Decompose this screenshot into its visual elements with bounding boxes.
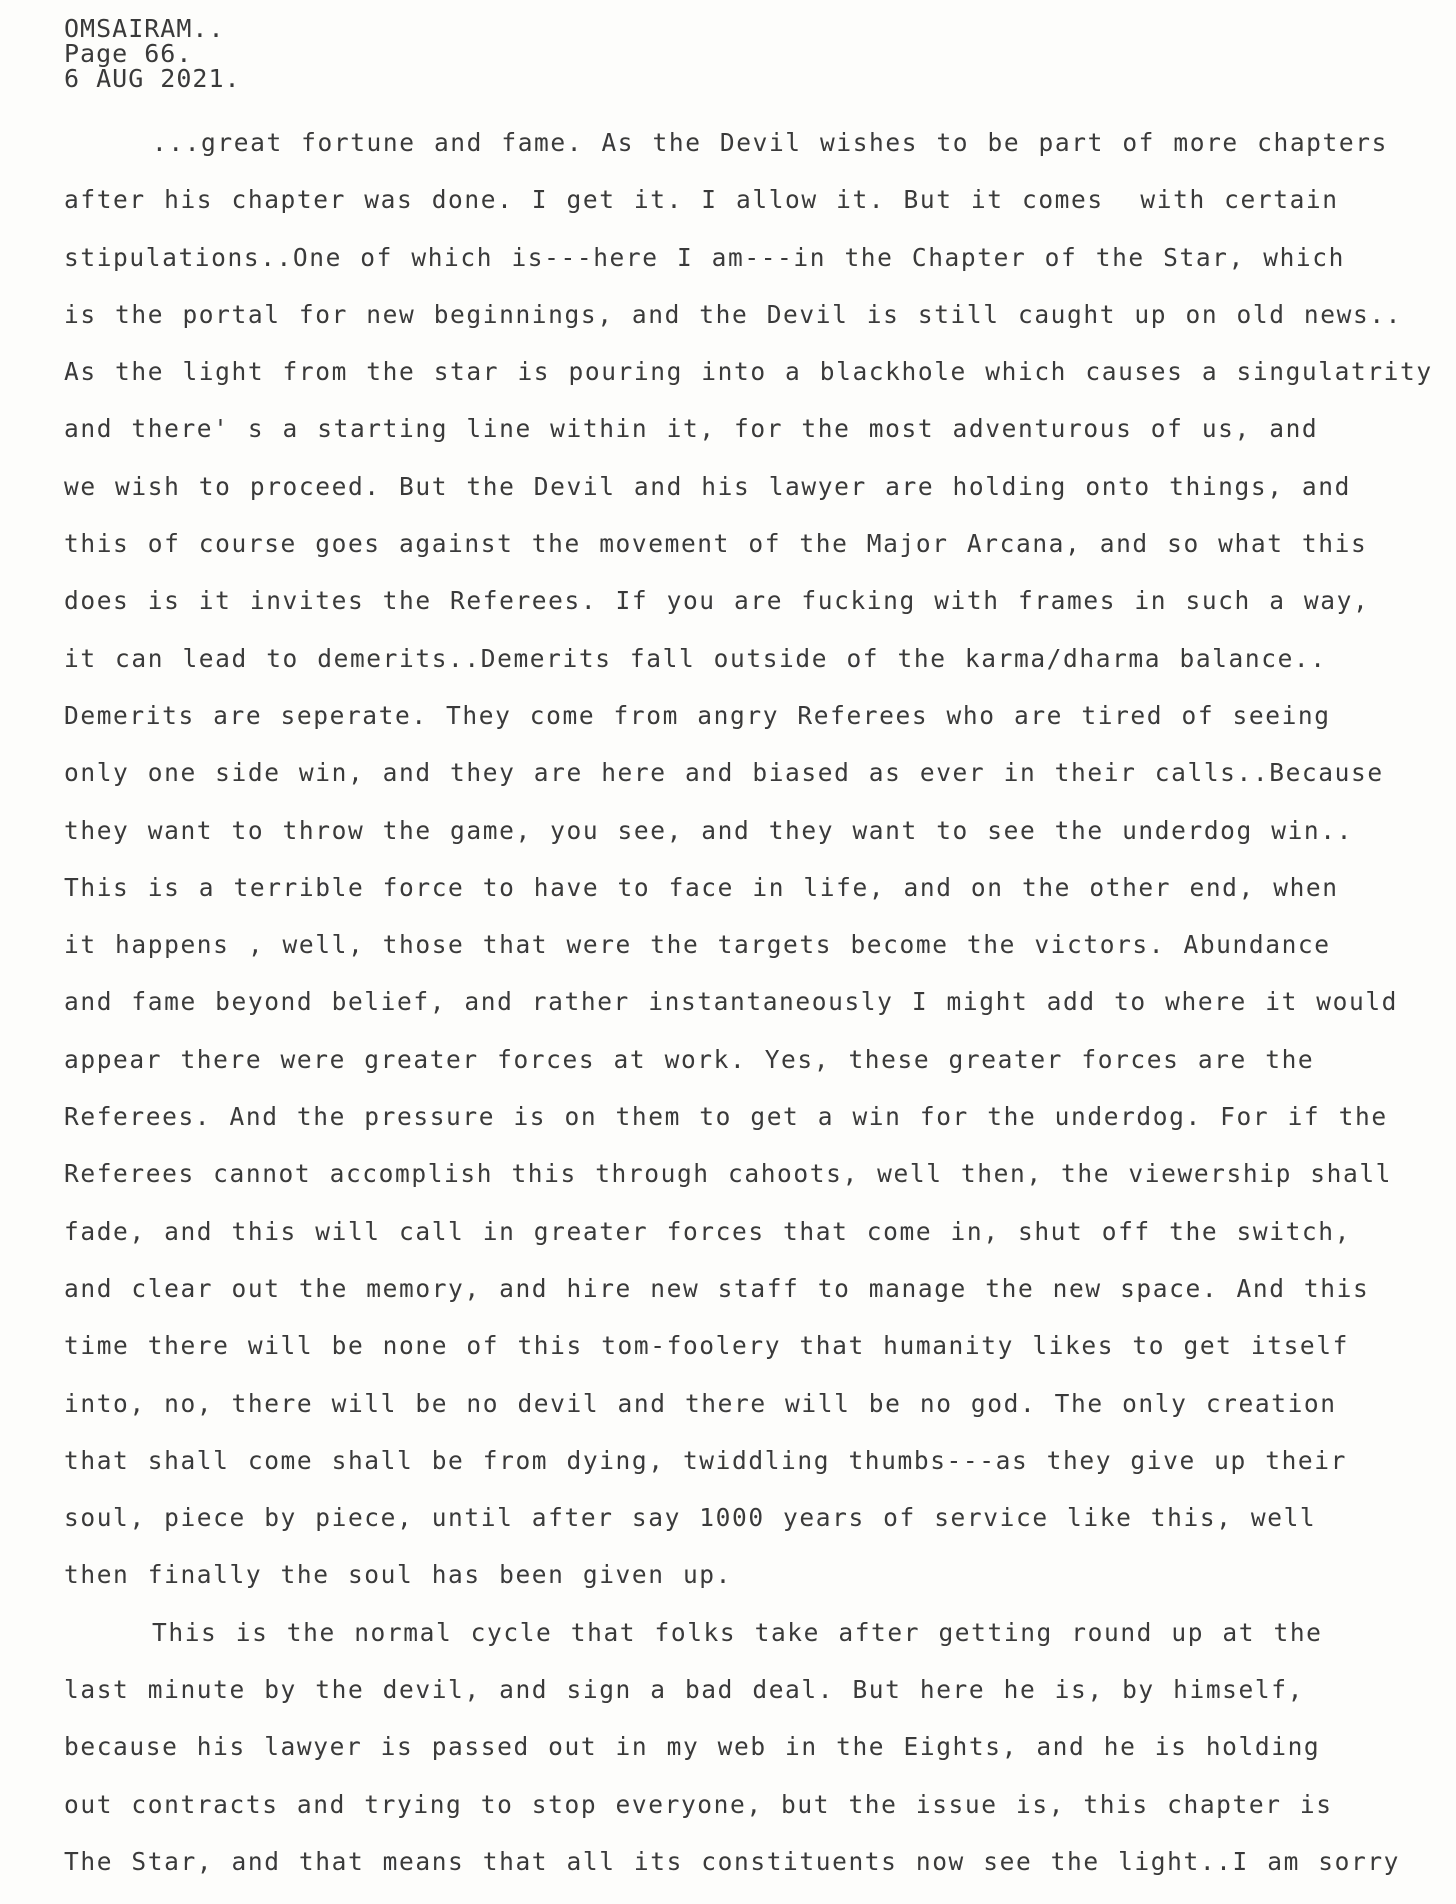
page-date: 6 AUG 2021. <box>64 64 241 93</box>
text-line: As the light from the star is pouring into a blackhole which causes a singulatrity <box>64 357 1433 387</box>
text-line: and there' s a starting line within it, for the most adventurous of us, and <box>64 414 1319 444</box>
text-line: then finally the soul has been given up. <box>64 1560 733 1590</box>
text-line: ...great fortune and fame. As the Devil wishes to be part of more chapters <box>152 128 1388 157</box>
text-line: because his lawyer is passed out in my web in the Eights, and he is holding <box>64 1732 1321 1762</box>
text-line: it can lead to demerits..Demerits fall outside of the karma/dharma balance.. <box>64 643 1327 673</box>
text-line: they want to throw the game, you see, and they want to see the underdog win.. <box>64 815 1353 845</box>
page-header <box>64 16 241 91</box>
text-line: and clear out the memory, and hire new staff to manage the new space. And this <box>64 1273 1370 1303</box>
text-line: and fame beyond belief, and rather instantaneously I might add to where it would <box>64 987 1399 1017</box>
text-line: soul, piece by piece, until after say 1000 years of service like this, well <box>64 1503 1317 1533</box>
text-line: time there will be none of this tom-foolery that humanity likes to get itself <box>64 1331 1349 1361</box>
text-line: into, no, there will be no devil and there will be no god. The only creation <box>64 1388 1337 1418</box>
text-line: we wish to proceed. But the Devil and his lawyer are holding onto things, and <box>64 471 1351 501</box>
text-line: it happens , well, those that were the targets become the victors. Abundance <box>64 930 1331 960</box>
text-line: this of course goes against the movement of the Major Arcana, and so what this <box>64 529 1368 559</box>
text-line: after his chapter was done. I get it. I allow it. But it comes with certain <box>64 185 1339 215</box>
text-line: does is it invites the Referees. If you are fucking with frames in such a way, <box>64 586 1370 616</box>
text-line: Demerits are seperate. They come from angry Referees who are tired of seeing <box>64 700 1331 730</box>
text-line: This is a terrible force to have to face in life, and on the other end, when <box>64 872 1339 902</box>
text-line: fade, and this will call in greater forces that come in, shut off the switch, <box>64 1216 1351 1246</box>
text-line: last minute by the devil, and sign a bad deal. But here he is, by himself, <box>64 1675 1304 1705</box>
text-line: stipulations..One of which is---here I am---in the Chapter of the Star, which <box>64 242 1345 272</box>
body-text <box>64 128 1454 1904</box>
text-line: out contracts and trying to stop everyone, but the issue is, this chapter is <box>64 1789 1333 1819</box>
text-line: only one side win, and they are here and biased as ever in their calls..Because <box>64 758 1384 788</box>
page-number: Page 66. <box>64 39 193 68</box>
text-line: appear there were greater forces at work. Yes, these greater forces are the <box>64 1044 1315 1074</box>
text-line: Referees cannot accomplish this through cahoots, well then, the viewership shall <box>64 1159 1393 1189</box>
text-line: The Star, and that means that all its constituents now see the light..I am sorry <box>64 1846 1401 1876</box>
text-line: is the portal for new beginnings, and the Devil is still caught up on old news.. <box>64 299 1403 329</box>
text-line: that shall come shall be from dying, twiddling thumbs---as they give up their <box>64 1445 1347 1475</box>
header-line: OMSAIRAM.. <box>64 14 225 43</box>
text-line: Referees. And the pressure is on them to get a win for the underdog. For if the <box>64 1102 1388 1132</box>
text-line: This is the normal cycle that folks take after getting round up at the <box>152 1617 1323 1647</box>
